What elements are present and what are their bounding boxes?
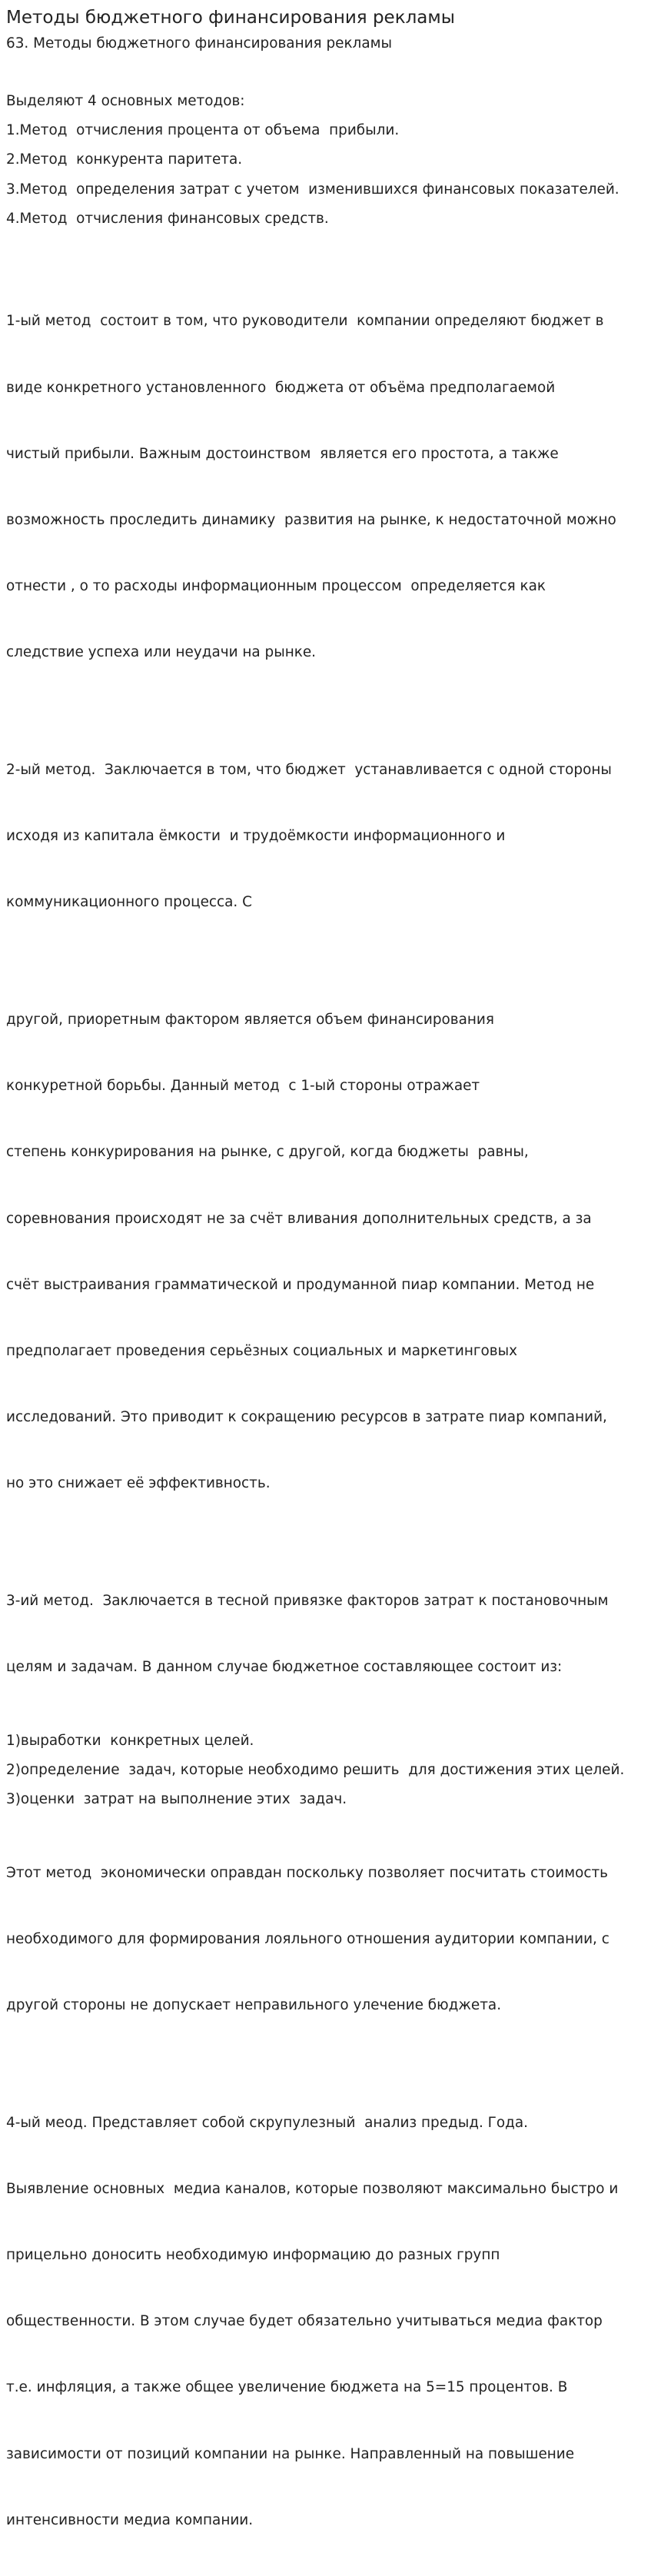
text-line: т.е. инфляция, а также общее увеличение бюджета на 5=15 процентов. В — [6, 2379, 568, 2396]
text-line: 4-ый меод. Представляет собой скрупулезный анализ предыд. Года. — [6, 2114, 528, 2131]
text-line: зависимости от позиций компании на рынке. Направленный на повышение — [6, 2445, 575, 2462]
text-line: счёт выстраивания грамматической и продуманной пиар компании. Метод не — [6, 1276, 595, 1293]
text-line: Этот метод экономически оправдан поскольку позволяет посчитать стоимость — [6, 1864, 609, 1881]
paragraph-method-1 — [6, 267, 645, 708]
text-line: другой стороны не допускает неправильного улечение бюджета. — [6, 1996, 502, 2013]
text-line: коммуникационного процесса. С — [6, 894, 252, 911]
step-item-2: 2)определение задач, которые необходимо решить для достижения этих целей. — [6, 1761, 625, 1778]
text-line: общественности. В этом случае будет обязательно учитываться медиа фактор — [6, 2313, 603, 2330]
text-line: следствие успеха или неудачи на рынке. — [6, 643, 317, 660]
method-item-2: 2.Метод конкурента паритета. — [6, 151, 243, 168]
text-line: виде конкретного установленного бюджета от объёма предполагаемой — [6, 379, 556, 396]
text-line: предполагает проведения серьёзных социальных и маркетинговых — [6, 1342, 518, 1359]
text-line: другой, приоретным фактором является объем финансирования — [6, 1012, 494, 1029]
method-item-1: 1.Метод отчисления процента от объема прибыли. — [6, 122, 400, 139]
text-line: интенсивности медиа компании. — [6, 2511, 254, 2528]
text-line: степень конкурирования на рынке, с другой, когда бюджеты равны, — [6, 1144, 529, 1161]
page-title: Методы бюджетного финансирования рекламы — [6, 8, 455, 28]
section-gap — [6, 238, 645, 267]
text-line: целям и задачам. В данном случае бюджетное составляющее состоит из: — [6, 1659, 563, 1676]
text-line: конкуретной борьбы. Данный метод с 1-ый стороны отражает — [6, 1078, 480, 1095]
text-line: 1-ый метод состоит в том, что руководители компании определяют бюджет в — [6, 313, 604, 330]
text-line: отнести , о то расходы информационным процессом определяется как — [6, 577, 546, 594]
paragraph-method-4 — [6, 2069, 645, 2576]
text-line: 3-ий метод. Заключается в тесной привязке факторов затрат к постановочным — [6, 1593, 609, 1609]
text-line: чистый прибыли. Важным достоинством является его простота, а также — [6, 445, 559, 462]
page-subtitle: 63. Методы бюджетного финансирования рекламы — [6, 35, 392, 52]
text-line: необходимого для формирования лояльного отношения аудитории компании, с — [6, 1930, 609, 1947]
method-item-3: 3.Метод определения затрат с учетом изменившихся финансовых показателей. — [6, 181, 619, 198]
paragraph-method-2-continued — [6, 966, 645, 1539]
text-line: соревнования происходят не за счёт вливания дополнительных средств, а за — [6, 1210, 592, 1227]
intro-text: Выделяют 4 основных методов: — [6, 93, 245, 109]
text-line: но это снижает её эффективность. — [6, 1474, 271, 1491]
text-line: прицельно доносить необходимую информацию до разных групп — [6, 2247, 500, 2264]
method-item-4: 4.Метод отчисления финансовых средств. — [6, 210, 329, 227]
paragraph-method-2 — [6, 716, 645, 959]
step-item-1: 1)выработки конкретных целей. — [6, 1732, 254, 1749]
text-line: исходя из капитала ёмкости и трудоёмкости информационного и — [6, 828, 506, 845]
step-item-3: 3)оценки затрат на выполнение этих задач. — [6, 1791, 347, 1808]
text-line: Выявление основных медиа каналов, которые позволяют максимально быстро и — [6, 2181, 619, 2198]
text-line: возможность проследить динамику развития на рынке, к недостаточной можно — [6, 511, 616, 528]
paragraph-method-3-summary — [6, 1818, 645, 2061]
text-line: исследований. Это приводит к сокращению ресурсов в затрате пиар компаний, — [6, 1408, 607, 1425]
text-line: 2-ый метод. Заключается в том, что бюджет устанавливается с одной стороны — [6, 761, 612, 778]
paragraph-method-3 — [6, 1547, 645, 1723]
